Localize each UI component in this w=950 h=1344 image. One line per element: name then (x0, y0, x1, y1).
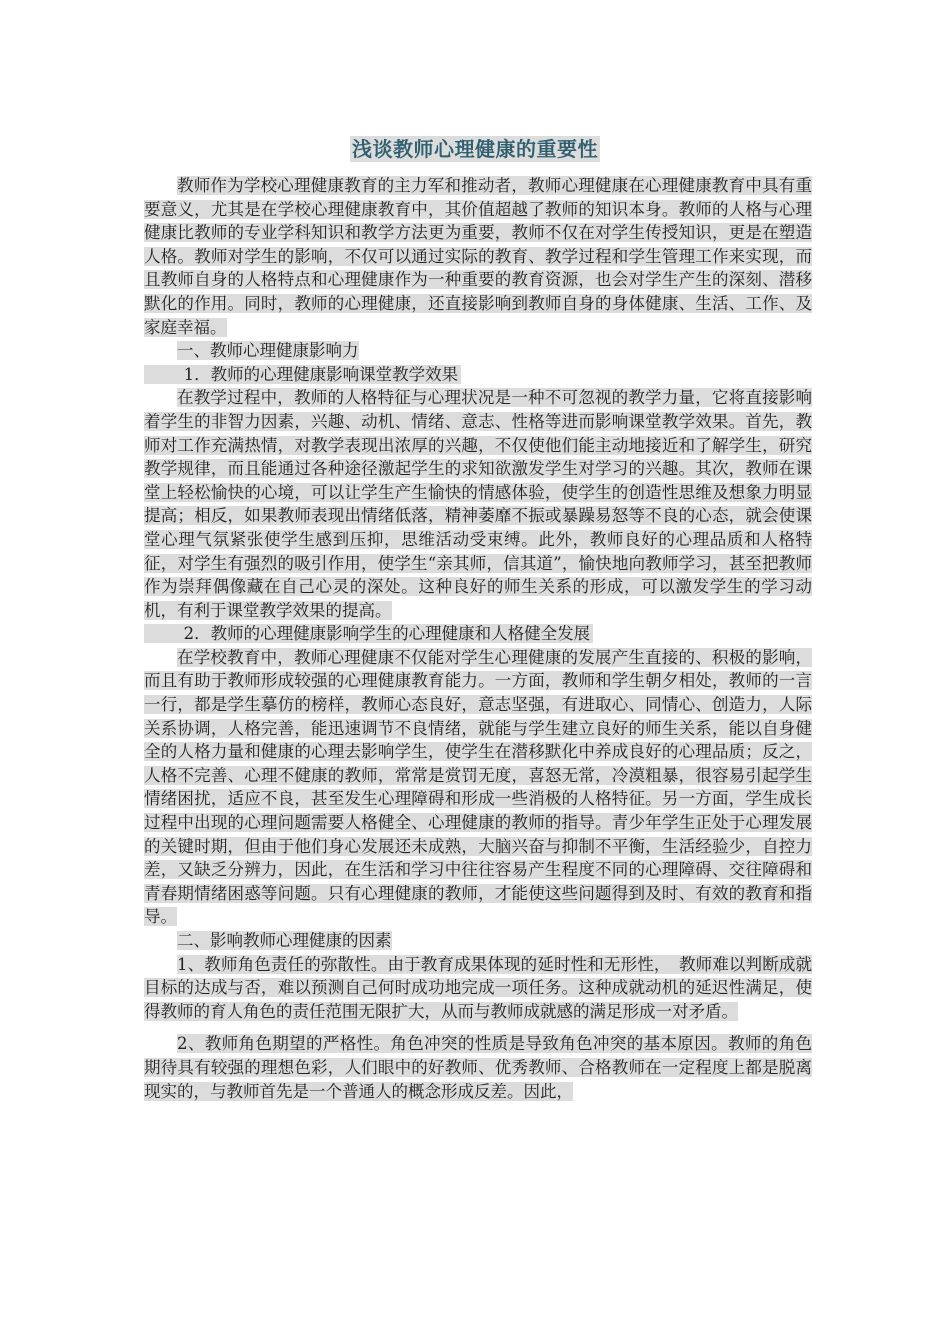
subsection-2-paragraph (144, 646, 812, 929)
section-heading-1-text: 一、教师心理健康影响力 (177, 341, 359, 361)
subsection-heading-2 (144, 622, 812, 646)
factor-1-paragraph-text: 1、教师角色责任的弥散性。由于教育成果体现的延时性和无形性， 教师难以判断成就目标的达成与否，难以预测自己何时成功地完成一项任务。这种成就动机的延迟性满足，使得教师的育人角色的责任范围无限扩大，从而与教师成就感的满足形成一对矛盾。 (144, 954, 812, 1021)
subsection-heading-2-text: 2．教师的心理健康影响学生的心理健康和人格健全发展 (144, 624, 593, 643)
document-body (144, 174, 812, 1103)
subsection-1-paragraph-text: 在教学过程中，教师的人格特征与心理状况是一种不可忽视的教学力量，它将直接影响着学生的非智力因素，兴趣、动机、情绪、意志、性格等进而影响课堂教学效果。首先，教师对工作充满热情，对教学表现出浓厚的兴趣，不仅使他们能主动地接近和了解学生，研究教学规律，而且能通过各种途径激起学生的求知欲激发学生对学习的兴趣。其次，教师在课堂上轻松愉快的心境，可以让学生产生愉快的情感体验，使学生的创造性思维及想象力明显提高；相反，如果教师表现出情绪低落，精神萎靡不振或暴躁易怒等不良的心态，就会使课堂心理气氛紧张使学生感到压抑，思维活动受束缚。此外，教师良好的心理品质和人格特征，对学生有强烈的吸引作用，使学生“亲其师，信其道”，愉快地向教师学习，甚至把教师作为崇拜偶像藏在自己心灵的深处。这种良好的师生关系的形成，可以激发学生的学习动机，有利于课堂教学效果的提高。 (144, 388, 812, 620)
intro-paragraph-text: 教师作为学校心理健康教育的主力军和推动者，教师心理健康在心理健康教育中具有重要意义，尤其是在学校心理健康教育中，其价值超越了教师的知识本身。教师的人格与心理健康比教师的专业学科知识和教学方法更为重要，教师不仅在对学生传授知识，更是在塑造人格。教师对学生的影响，不仅可以通过实际的教育、教学过程和学生管理工作来实现，而且教师自身的人格特点和心理健康作为一种重要的教育资源，也会对学生产生的深刻、潜移默化的作用。同时，教师的心理健康，还直接影响到教师自身的身体健康、生活、工作、及家庭幸福。 (144, 176, 812, 337)
factor-1-paragraph (144, 953, 812, 1024)
subsection-heading-1-text: 1．教师的心理健康影响课堂教学效果 (144, 365, 461, 384)
section-heading-1 (144, 339, 812, 363)
subsection-2-paragraph-text: 在学校教育中，教师心理健康不仅能对学生心理健康的发展产生直接的、积极的影响，而且有助于教师形成较强的心理健康教育能力。一方面，教师和学生朝夕相处，教师的一言一行，都是学生摹仿的榜样，教师心态良好，意志坚强，有进取心、同情心、创造力，人际关系协调，人格完善，能迅速调节不良情绪，就能与学生建立良好的师生关系，能以自身健全的人格力量和健康的心理去影响学生，使学生在潜移默化中养成良好的心理品质；反之，人格不完善、心理不健康的教师，常常是赏罚无度，喜怒无常，冷漠粗暴，很容易引起学生情绪困扰，适应不良，甚至发生心理障碍和形成一些消极的人格特征。另一方面，学生成长过程中出现的心理问题需要人格健全、心理健康的教师的指导。青少年学生正处于心理发展的关键时期，但由于他们身心发展还未成熟，大脑兴奋与抑制不平衡，生活经验少，自控力差，又缺乏分辨力，因此，在生活和学习中往往容易产生程度不同的心理障碍、交往障碍和青春期情绪困惑等问题。只有心理健康的教师，才能使这些问题得到及时、有效的教育和指导。 (144, 647, 812, 927)
document-title (0, 134, 950, 164)
factor-2-paragraph-text: 2、教师角色期望的严格性。角色冲突的性质是导致角色冲突的基本原因。教师的角色期待具有较强的理想色彩，人们眼中的好教师、优秀教师、合格教师在一定程度上都是脱离现实的，与教师首先是一个普通人的概念形成反差。因此， (144, 1034, 812, 1101)
paragraph-spacer (144, 1023, 812, 1032)
section-heading-2-text: 二、影响教师心理健康的因素 (177, 931, 392, 950)
document-title-text: 浅谈教师心理健康的重要性 (352, 137, 598, 161)
section-heading-2 (144, 929, 812, 953)
intro-paragraph (144, 174, 812, 339)
factor-2-paragraph (144, 1032, 812, 1103)
subsection-heading-1 (144, 363, 812, 387)
subsection-1-paragraph (144, 386, 812, 622)
